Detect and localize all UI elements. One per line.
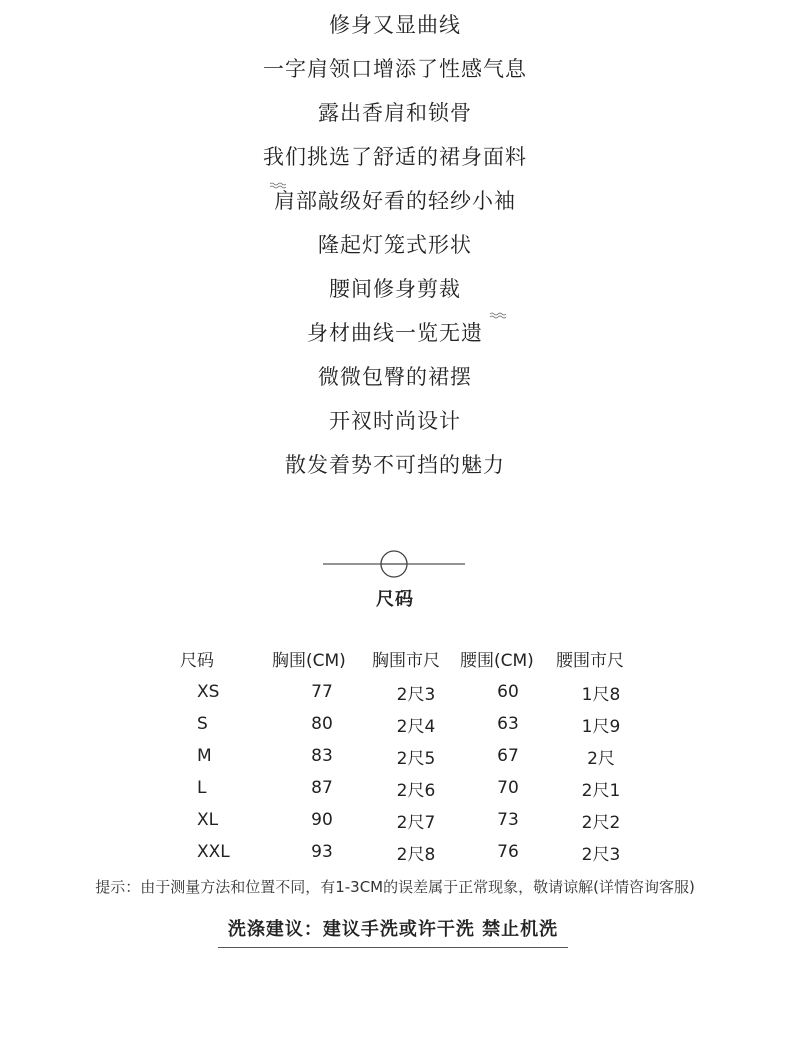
description-line: 露出香肩和锁骨 xyxy=(318,101,472,125)
description-line: 微微包臀的裙摆 xyxy=(318,365,472,389)
bust-cm-cell: 87 xyxy=(311,778,333,798)
header-waist-cm: 腰围(CM) xyxy=(460,650,534,671)
description-line: 隆起灯笼式形状 xyxy=(318,233,472,257)
wash-advice: 洗涤建议：建议手洗或许干洗 禁止机洗 xyxy=(218,915,568,948)
table-row xyxy=(170,740,646,772)
waist-chi-cell: 2尺 xyxy=(587,748,615,769)
header-bust-chi: 胸围市尺 xyxy=(372,650,440,671)
table-row xyxy=(170,708,646,740)
bust-chi-cell: 2尺4 xyxy=(396,716,436,737)
circle-divider-icon xyxy=(323,549,465,579)
description-line: 散发着势不可挡的魅力 xyxy=(285,453,505,477)
waist-chi-cell: 2尺3 xyxy=(581,844,621,865)
waist-chi-cell: 1尺9 xyxy=(581,716,621,737)
header-bust-cm: 胸围(CM) xyxy=(272,650,346,671)
measurement-tip: 提示：由于测量方法和位置不同，有1-3CM的误差属于正常现象，敬请谅解(详情咨询客服) xyxy=(95,878,695,896)
header-waist-chi: 腰围市尺 xyxy=(556,650,624,671)
bust-chi-cell: 2尺3 xyxy=(396,684,436,705)
bust-cm-cell: 93 xyxy=(311,842,333,862)
bust-cm-cell: 90 xyxy=(311,810,333,830)
waist-chi-cell: 1尺8 xyxy=(581,684,621,705)
description-line: 我们挑选了舒适的裙身面料 xyxy=(263,145,527,169)
waist-chi-cell: 2尺2 xyxy=(581,812,621,833)
waist-cm-cell: 60 xyxy=(497,682,519,702)
size-cell: XS xyxy=(197,682,220,702)
waist-cm-cell: 70 xyxy=(497,778,519,798)
waist-cm-cell: 67 xyxy=(497,746,519,766)
size-cell: L xyxy=(197,778,207,798)
table-row xyxy=(170,772,646,804)
table-row xyxy=(170,676,646,708)
size-section-title: 尺码 xyxy=(376,589,414,610)
description-line: 开衩时尚设计 xyxy=(329,409,461,433)
size-table xyxy=(170,640,646,868)
description-lines xyxy=(0,7,790,491)
description-line: 一字肩领口增添了性感气息 xyxy=(263,57,527,81)
size-cell: XL xyxy=(197,810,219,830)
table-row xyxy=(170,836,646,868)
bust-cm-cell: 80 xyxy=(311,714,333,734)
description-line: 腰间修身剪裁 xyxy=(329,277,461,301)
waist-cm-cell: 73 xyxy=(497,810,519,830)
description-line: 身材曲线一览无遗 xyxy=(307,321,483,345)
size-cell: S xyxy=(197,714,208,734)
waist-chi-cell: 2尺1 xyxy=(581,780,621,801)
waist-cm-cell: 63 xyxy=(497,714,519,734)
bust-chi-cell: 2尺7 xyxy=(396,812,436,833)
size-cell: XXL xyxy=(197,842,230,862)
bust-chi-cell: 2尺8 xyxy=(396,844,436,865)
bust-chi-cell: 2尺6 xyxy=(396,780,436,801)
description-line: 肩部敲级好看的轻纱小袖 xyxy=(274,189,516,213)
size-cell: M xyxy=(197,746,212,766)
wave-decoration-icon xyxy=(270,175,286,183)
waist-cm-cell: 76 xyxy=(497,842,519,862)
bust-cm-cell: 77 xyxy=(311,682,333,702)
header-size: 尺码 xyxy=(180,650,214,671)
table-row xyxy=(170,804,646,836)
bust-chi-cell: 2尺5 xyxy=(396,748,436,769)
bust-cm-cell: 83 xyxy=(311,746,333,766)
description-line: 修身又显曲线 xyxy=(329,13,461,37)
size-table-header xyxy=(170,640,646,676)
wave-decoration-icon xyxy=(490,305,506,313)
